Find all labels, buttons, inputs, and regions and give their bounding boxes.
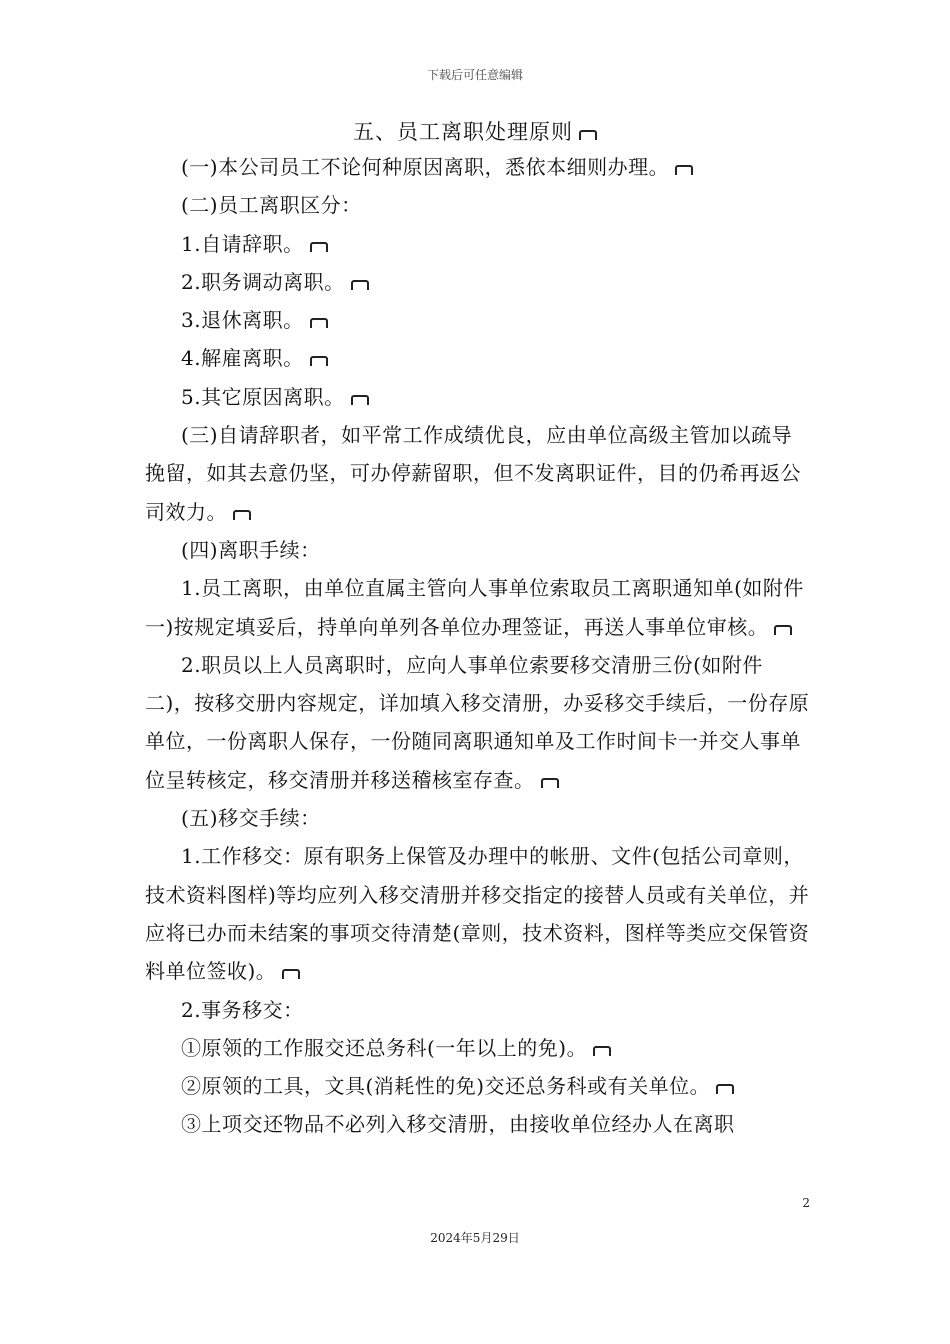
paragraph-text: 5.其它原因离职。 (181, 384, 345, 409)
section-title (0, 116, 950, 146)
paragraph-mark-icon (351, 280, 369, 290)
paragraph-9 (145, 531, 810, 569)
paragraph-7 (145, 378, 810, 416)
paragraph-1 (145, 148, 810, 186)
paragraph-3 (145, 225, 810, 263)
paragraph-text: 1.自请辞职。 (181, 231, 304, 256)
paragraph-text: 1.员工离职，由单位直属主管向人事单位索取员工离职通知单(如附件一)按规定填妥后，持单向单列各单位办理签证，再送人事单位审核。 (145, 576, 804, 639)
page-header: 下载后可任意编辑 (426, 68, 523, 82)
paragraph-mark-icon (282, 969, 300, 979)
paragraph-text: 4.解雇离职。 (181, 346, 304, 371)
paragraph-2 (145, 186, 810, 224)
paragraph-text: ②原领的工具，文具(消耗性的免)交还总务科或有关单位。 (181, 1074, 711, 1099)
paragraph-mark-icon (310, 318, 328, 328)
paragraph-text: 2.职务调动离职。 (181, 269, 345, 294)
paragraph-14 (145, 991, 810, 1029)
paragraph-text: 3.退休离职。 (181, 308, 304, 333)
page-footer-date: 2024年5月29日 (430, 1231, 520, 1245)
paragraph-16 (145, 1067, 810, 1105)
paragraph-mark-icon (774, 625, 792, 635)
paragraph-13 (145, 837, 810, 990)
paragraph-mark-icon (593, 1046, 611, 1056)
paragraph-text: ③上项交还物品不必列入移交清册，由接收单位经办人在离职 (181, 1112, 735, 1137)
paragraph-mark-icon (233, 510, 251, 520)
paragraph-mark-icon (310, 242, 328, 252)
paragraph-text: (四)离职手续： (181, 537, 321, 562)
paragraph-mark-icon (716, 1084, 734, 1094)
paragraph-text: (五)移交手续： (181, 806, 321, 831)
paragraph-mark-icon (541, 778, 559, 788)
paragraph-17 (145, 1105, 810, 1143)
paragraph-mark-icon (579, 130, 597, 140)
document-body (145, 148, 810, 1144)
section-title-text: 五、员工离职处理原则 (353, 120, 573, 144)
paragraph-10 (145, 569, 810, 646)
paragraph-8 (145, 416, 810, 531)
paragraph-text: ①原领的工作服交还总务科(一年以上的免)。 (181, 1035, 588, 1060)
paragraph-11 (145, 646, 810, 799)
paragraph-text: 1.工作移交：原有职务上保管及办理中的帐册、文件(包括公司章则，技术资料图样)等均应列入移交清册并移交指定的接替人员或有关单位，并应将已办而未结案的事项交待清楚(章则，技术资料，图样等类应交保管资料单位签收)。 (145, 844, 810, 984)
paragraph-12 (145, 799, 810, 837)
paragraph-15 (145, 1029, 810, 1067)
paragraph-text: (一)本公司员工不论何种原因离职，悉依本细则办理。 (181, 155, 670, 179)
paragraph-text: 2.职员以上人员离职时，应向人事单位索要移交清册三份(如附件二)，按移交册内容规定，详加填入移交清册，办妥移交手续后，一份存原单位，一份离职人保存，一份随同离职通知单及工作时间卡一并交人事单位呈转核定，移交清册并移送稽核室存查。 (145, 652, 810, 792)
paragraph-6 (145, 339, 810, 377)
paragraph-mark-icon (675, 165, 693, 175)
page-number: 2 (802, 1196, 810, 1210)
paragraph-4 (145, 263, 810, 301)
paragraph-mark-icon (310, 356, 328, 366)
paragraph-5 (145, 301, 810, 339)
paragraph-text: (二)员工离职区分： (181, 193, 362, 218)
paragraph-text: 2.事务移交： (181, 997, 304, 1022)
paragraph-mark-icon (351, 395, 369, 405)
paragraph-text: (三)自请辞职者，如平常工作成绩优良，应由单位高级主管加以疏导挽留，如其去意仍坚，可办停薪留职，但不发离职证件，目的仍希再返公司效力。 (145, 423, 801, 524)
